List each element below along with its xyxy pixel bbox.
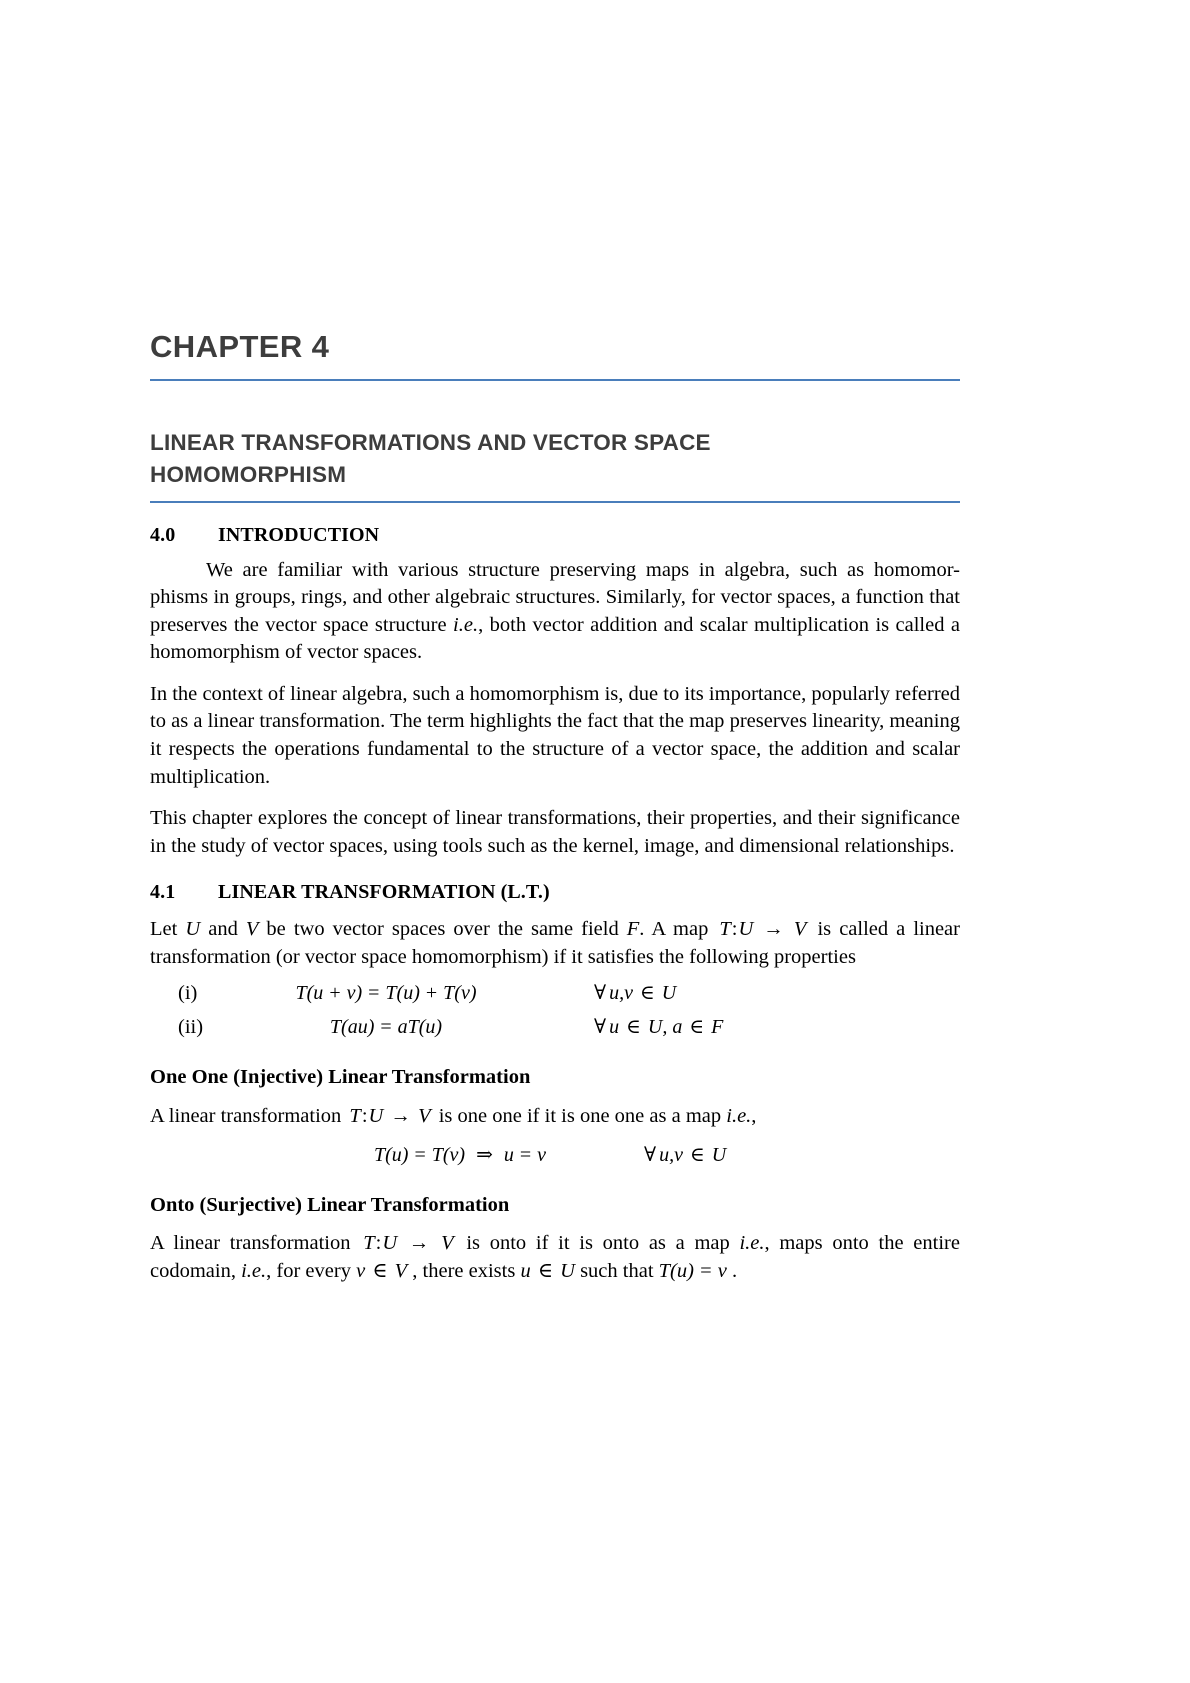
section-heading-4-1 — [150, 881, 960, 904]
surjective-paragraph: A linear transformation T:U → V is onto if it is onto as a map i.e., maps onto the entire codomain, i.e., for every v ∈ V , there exists u ∈ U such that T(u) = v . — [150, 1232, 960, 1282]
math-u-in-U: u ∈ U — [520, 1259, 575, 1282]
page-content — [150, 330, 960, 1285]
section-number-4-0: 4.0 — [150, 523, 176, 546]
injective-equation: T(u) = T(v) ⇒ u = v — [374, 1143, 546, 1166]
map-notation-T-surjective: T:U → V — [363, 1232, 454, 1255]
math-Tu-equals-v: T(u) = v — [658, 1259, 727, 1282]
chapter-subtitle-line-1: LINEAR TRANSFORMATIONS AND VECTOR SPACE — [150, 429, 711, 455]
section-title-4-1: LINEAR TRANSFORMATION (L.T.) — [218, 881, 550, 904]
property-condition-i: ∀ u,v ∈ U — [594, 982, 677, 1005]
intro-paragraph-1: We are familiar with various structure preserving maps in algebra, such as homomor-phisms in groups, rings, and other algebraic structures. Similarly, for vector spaces, a function that preserves the vector space structure i.e., both vector addition and scalar multiplication is called a homomorphism of vector spaces. — [150, 558, 961, 664]
section-heading-4-0 — [150, 524, 960, 547]
property-condition-ii: ∀ u ∈ U, a ∈ F — [594, 1016, 724, 1039]
property-row-ii — [150, 1014, 960, 1039]
map-notation-T: T:U → V — [719, 918, 807, 941]
map-notation-T-injective: T:U → V — [349, 1104, 431, 1127]
property-equation-i: T(u + v) = T(u) + T(v) — [295, 982, 477, 1005]
injective-condition: ∀ u,v ∈ U — [644, 1143, 727, 1166]
injective-paragraph: A linear transformation T:U → V is one one if it is one one as a map i.e., — [150, 1104, 757, 1127]
injective-equation-row — [150, 1142, 960, 1167]
property-label-ii: (ii) — [178, 1016, 204, 1039]
var-U: U — [185, 918, 201, 941]
section-title-4-0: INTRODUCTION — [218, 523, 380, 546]
property-equation-ii: T(au) = aT(u) — [329, 1016, 443, 1039]
var-V: V — [245, 918, 259, 941]
var-F: F — [626, 918, 640, 941]
intro-paragraph-3: This chapter explores the concept of linear transformations, their properties, and their significance in the study of vector spaces, using tools such as the kernel, image, and dimensional relationships. — [150, 807, 960, 857]
chapter-title: CHAPTER 4 — [150, 329, 330, 364]
math-v-in-V: v ∈ V — [356, 1259, 408, 1282]
section-number-4-1: 4.1 — [150, 881, 176, 904]
intro-paragraph-2: In the context of linear algebra, such a homomorphism is, due to its importance, popularly referred to as a linear transformation. The term highlights the fact that the map preserves linearity, meaning it respects the operations fundamental to the structure of a vector space, the addition and scalar multiplication. — [150, 682, 960, 788]
property-row-i — [150, 980, 960, 1005]
property-label-i: (i) — [178, 982, 198, 1005]
chapter-subtitle-rule — [150, 501, 960, 503]
subheading-surjective: Onto (Surjective) Linear Transformation — [150, 1193, 510, 1216]
chapter-subtitle — [150, 427, 960, 491]
subheading-injective: One One (Injective) Linear Transformation — [150, 1066, 531, 1089]
chapter-title-rule — [150, 379, 960, 381]
lt-definition-paragraph: Let U and V be two vector spaces over the same field F. A map T:U → V is called a linear transformation (or vector space homomorphism) if it satisfies the following properties — [150, 918, 960, 968]
chapter-subtitle-line-2: HOMOMORPHISM — [150, 461, 347, 487]
